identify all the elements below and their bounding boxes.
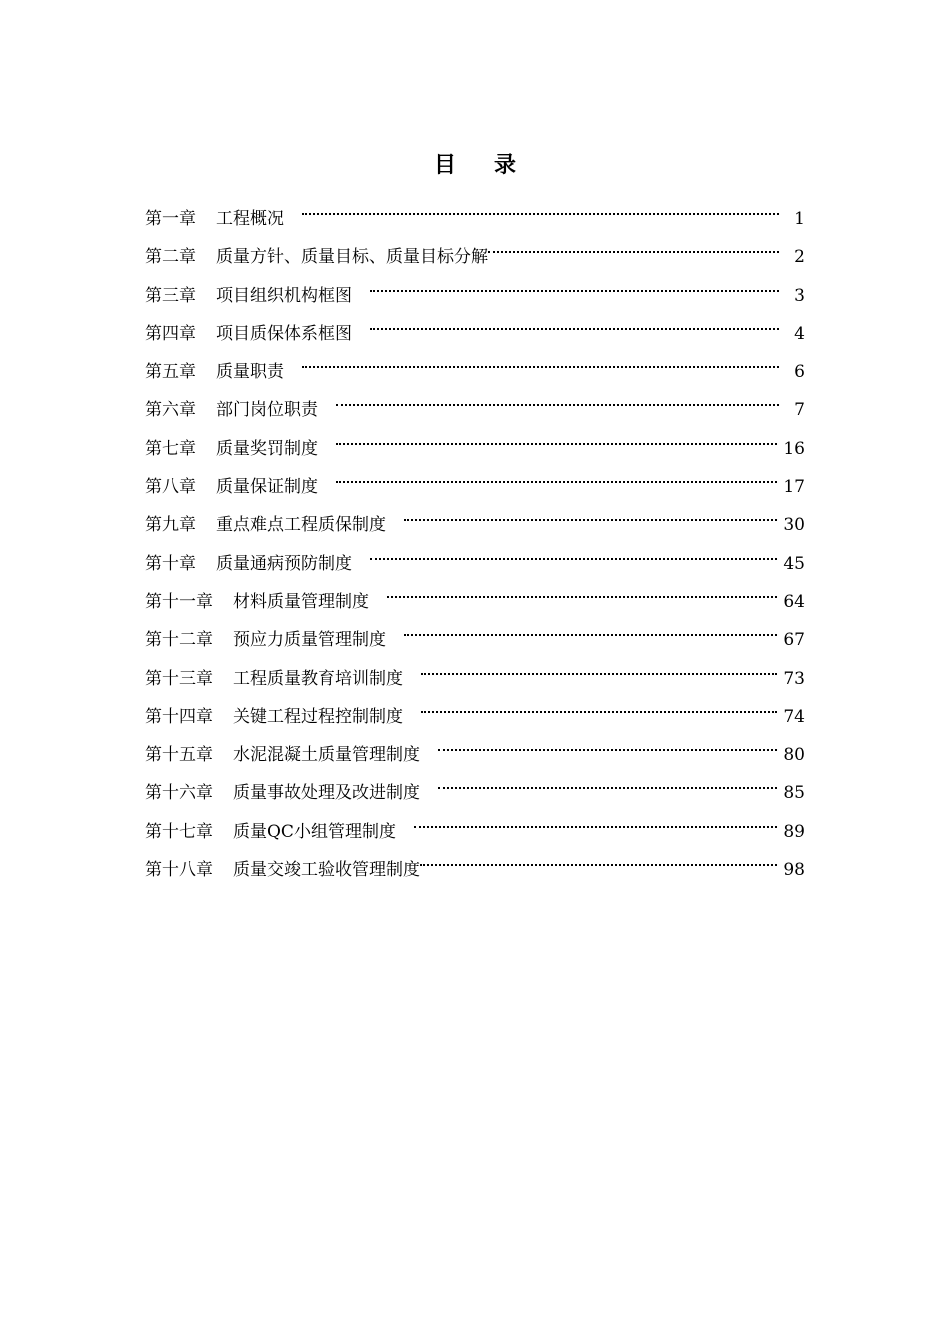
toc-chapter-number: 第十八章	[145, 860, 213, 881]
toc-page-number: 89	[783, 821, 805, 842]
toc-chapter-heading: 工程质量教育培训制度	[233, 668, 403, 689]
toc-entry[interactable]	[145, 732, 805, 770]
toc-chapter-number: 第十七章	[145, 821, 213, 842]
toc-title-char-2: 录	[494, 152, 517, 178]
toc-dot-leader	[336, 426, 777, 454]
toc-page-number: 73	[783, 668, 805, 689]
toc-entry[interactable]	[145, 694, 805, 732]
toc-chapter-heading: 质量保证制度	[216, 477, 318, 498]
toc-chapter-number: 第五章	[145, 362, 196, 383]
toc-entry[interactable]	[145, 656, 805, 694]
toc-chapter-number: 第八章	[145, 477, 196, 498]
toc-dot-leader	[370, 273, 779, 301]
toc-chapter-number: 第七章	[145, 438, 196, 459]
toc-chapter-number: 第十章	[145, 553, 196, 574]
toc-chapter-number: 第十五章	[145, 745, 213, 766]
toc-title-char-1: 目	[433, 152, 456, 178]
toc-dot-leader	[336, 387, 779, 415]
toc-dot-leader	[438, 732, 777, 760]
toc-entry[interactable]	[145, 579, 805, 617]
toc-page-number: 30	[783, 515, 805, 536]
toc-entry[interactable]	[145, 541, 805, 579]
table-of-contents	[145, 196, 805, 885]
toc-page-number: 74	[783, 706, 805, 727]
toc-chapter-number: 第九章	[145, 515, 196, 536]
toc-chapter-heading: 部门岗位职责	[216, 400, 318, 421]
toc-chapter-number: 第二章	[145, 247, 196, 268]
toc-entry[interactable]	[145, 502, 805, 540]
toc-page-number: 6	[794, 362, 805, 383]
toc-chapter-number: 第十四章	[145, 706, 213, 727]
toc-chapter-number: 第十六章	[145, 783, 213, 804]
toc-page-number: 45	[783, 553, 805, 574]
toc-chapter-heading: 项目质保体系框图	[216, 323, 352, 344]
toc-dot-leader	[302, 196, 779, 224]
toc-page-number: 3	[794, 285, 805, 306]
toc-chapter-heading: 水泥混凝土质量管理制度	[233, 745, 420, 766]
toc-dot-leader	[414, 809, 777, 837]
toc-entry[interactable]	[145, 387, 805, 425]
toc-page-number: 2	[794, 247, 805, 268]
toc-chapter-heading: 项目组织机构框图	[216, 285, 352, 306]
toc-entry[interactable]	[145, 617, 805, 655]
toc-entry[interactable]	[145, 809, 805, 847]
toc-chapter-number: 第一章	[145, 209, 196, 229]
toc-chapter-number: 第四章	[145, 323, 196, 344]
toc-page-number: 64	[783, 591, 805, 612]
toc-dot-leader	[370, 541, 777, 569]
toc-chapter-heading: 质量交竣工验收管理制度	[233, 860, 420, 881]
toc-chapter-heading: 质量职责	[216, 362, 284, 383]
toc-page-number: 17	[783, 477, 805, 498]
toc-chapter-number: 第三章	[145, 285, 196, 306]
toc-dot-leader	[404, 617, 777, 645]
toc-entry[interactable]	[145, 234, 805, 272]
toc-dot-leader	[438, 770, 777, 798]
toc-dot-leader	[370, 311, 779, 339]
toc-entry[interactable]	[145, 311, 805, 349]
toc-page-number: 67	[783, 630, 805, 651]
toc-entry[interactable]	[145, 770, 805, 808]
toc-page-number: 7	[794, 400, 805, 421]
toc-entry[interactable]	[145, 464, 805, 502]
toc-dot-leader	[302, 349, 779, 377]
toc-entry[interactable]	[145, 426, 805, 464]
toc-dot-leader	[421, 656, 777, 684]
toc-dot-leader	[488, 234, 779, 262]
toc-chapter-number: 第十三章	[145, 668, 213, 689]
toc-page-number: 4	[794, 323, 805, 344]
toc-chapter-heading: 质量方针、质量目标、质量目标分解	[216, 247, 488, 268]
toc-chapter-number: 第十一章	[145, 591, 213, 612]
toc-chapter-heading: 预应力质量管理制度	[233, 630, 386, 651]
toc-entry[interactable]	[145, 349, 805, 387]
toc-chapter-number: 第十二章	[145, 630, 213, 651]
toc-page-number: 80	[783, 745, 805, 766]
toc-dot-leader	[336, 464, 777, 492]
toc-entry[interactable]	[145, 273, 805, 311]
toc-chapter-heading: 材料质量管理制度	[233, 591, 369, 612]
toc-entry[interactable]	[145, 196, 805, 234]
toc-chapter-heading: 质量奖罚制度	[216, 438, 318, 459]
toc-page-number: 1	[794, 209, 805, 229]
toc-chapter-heading: 工程概况	[216, 209, 284, 229]
toc-page-number: 98	[783, 860, 805, 881]
toc-dot-leader	[421, 694, 777, 722]
toc-entry[interactable]	[145, 847, 805, 885]
toc-page-number: 16	[783, 438, 805, 459]
toc-chapter-heading: 质量QC小组管理制度	[233, 821, 396, 842]
toc-chapter-number: 第六章	[145, 400, 196, 421]
toc-dot-leader	[420, 847, 777, 875]
toc-page-number: 85	[783, 783, 805, 804]
toc-chapter-heading: 重点难点工程质保制度	[216, 515, 386, 536]
toc-dot-leader	[404, 502, 777, 530]
toc-chapter-heading: 质量事故处理及改进制度	[233, 783, 420, 804]
toc-dot-leader	[387, 579, 777, 607]
toc-chapter-heading: 关键工程过程控制制度	[233, 706, 403, 727]
toc-title	[0, 148, 950, 179]
toc-chapter-heading: 质量通病预防制度	[216, 553, 352, 574]
